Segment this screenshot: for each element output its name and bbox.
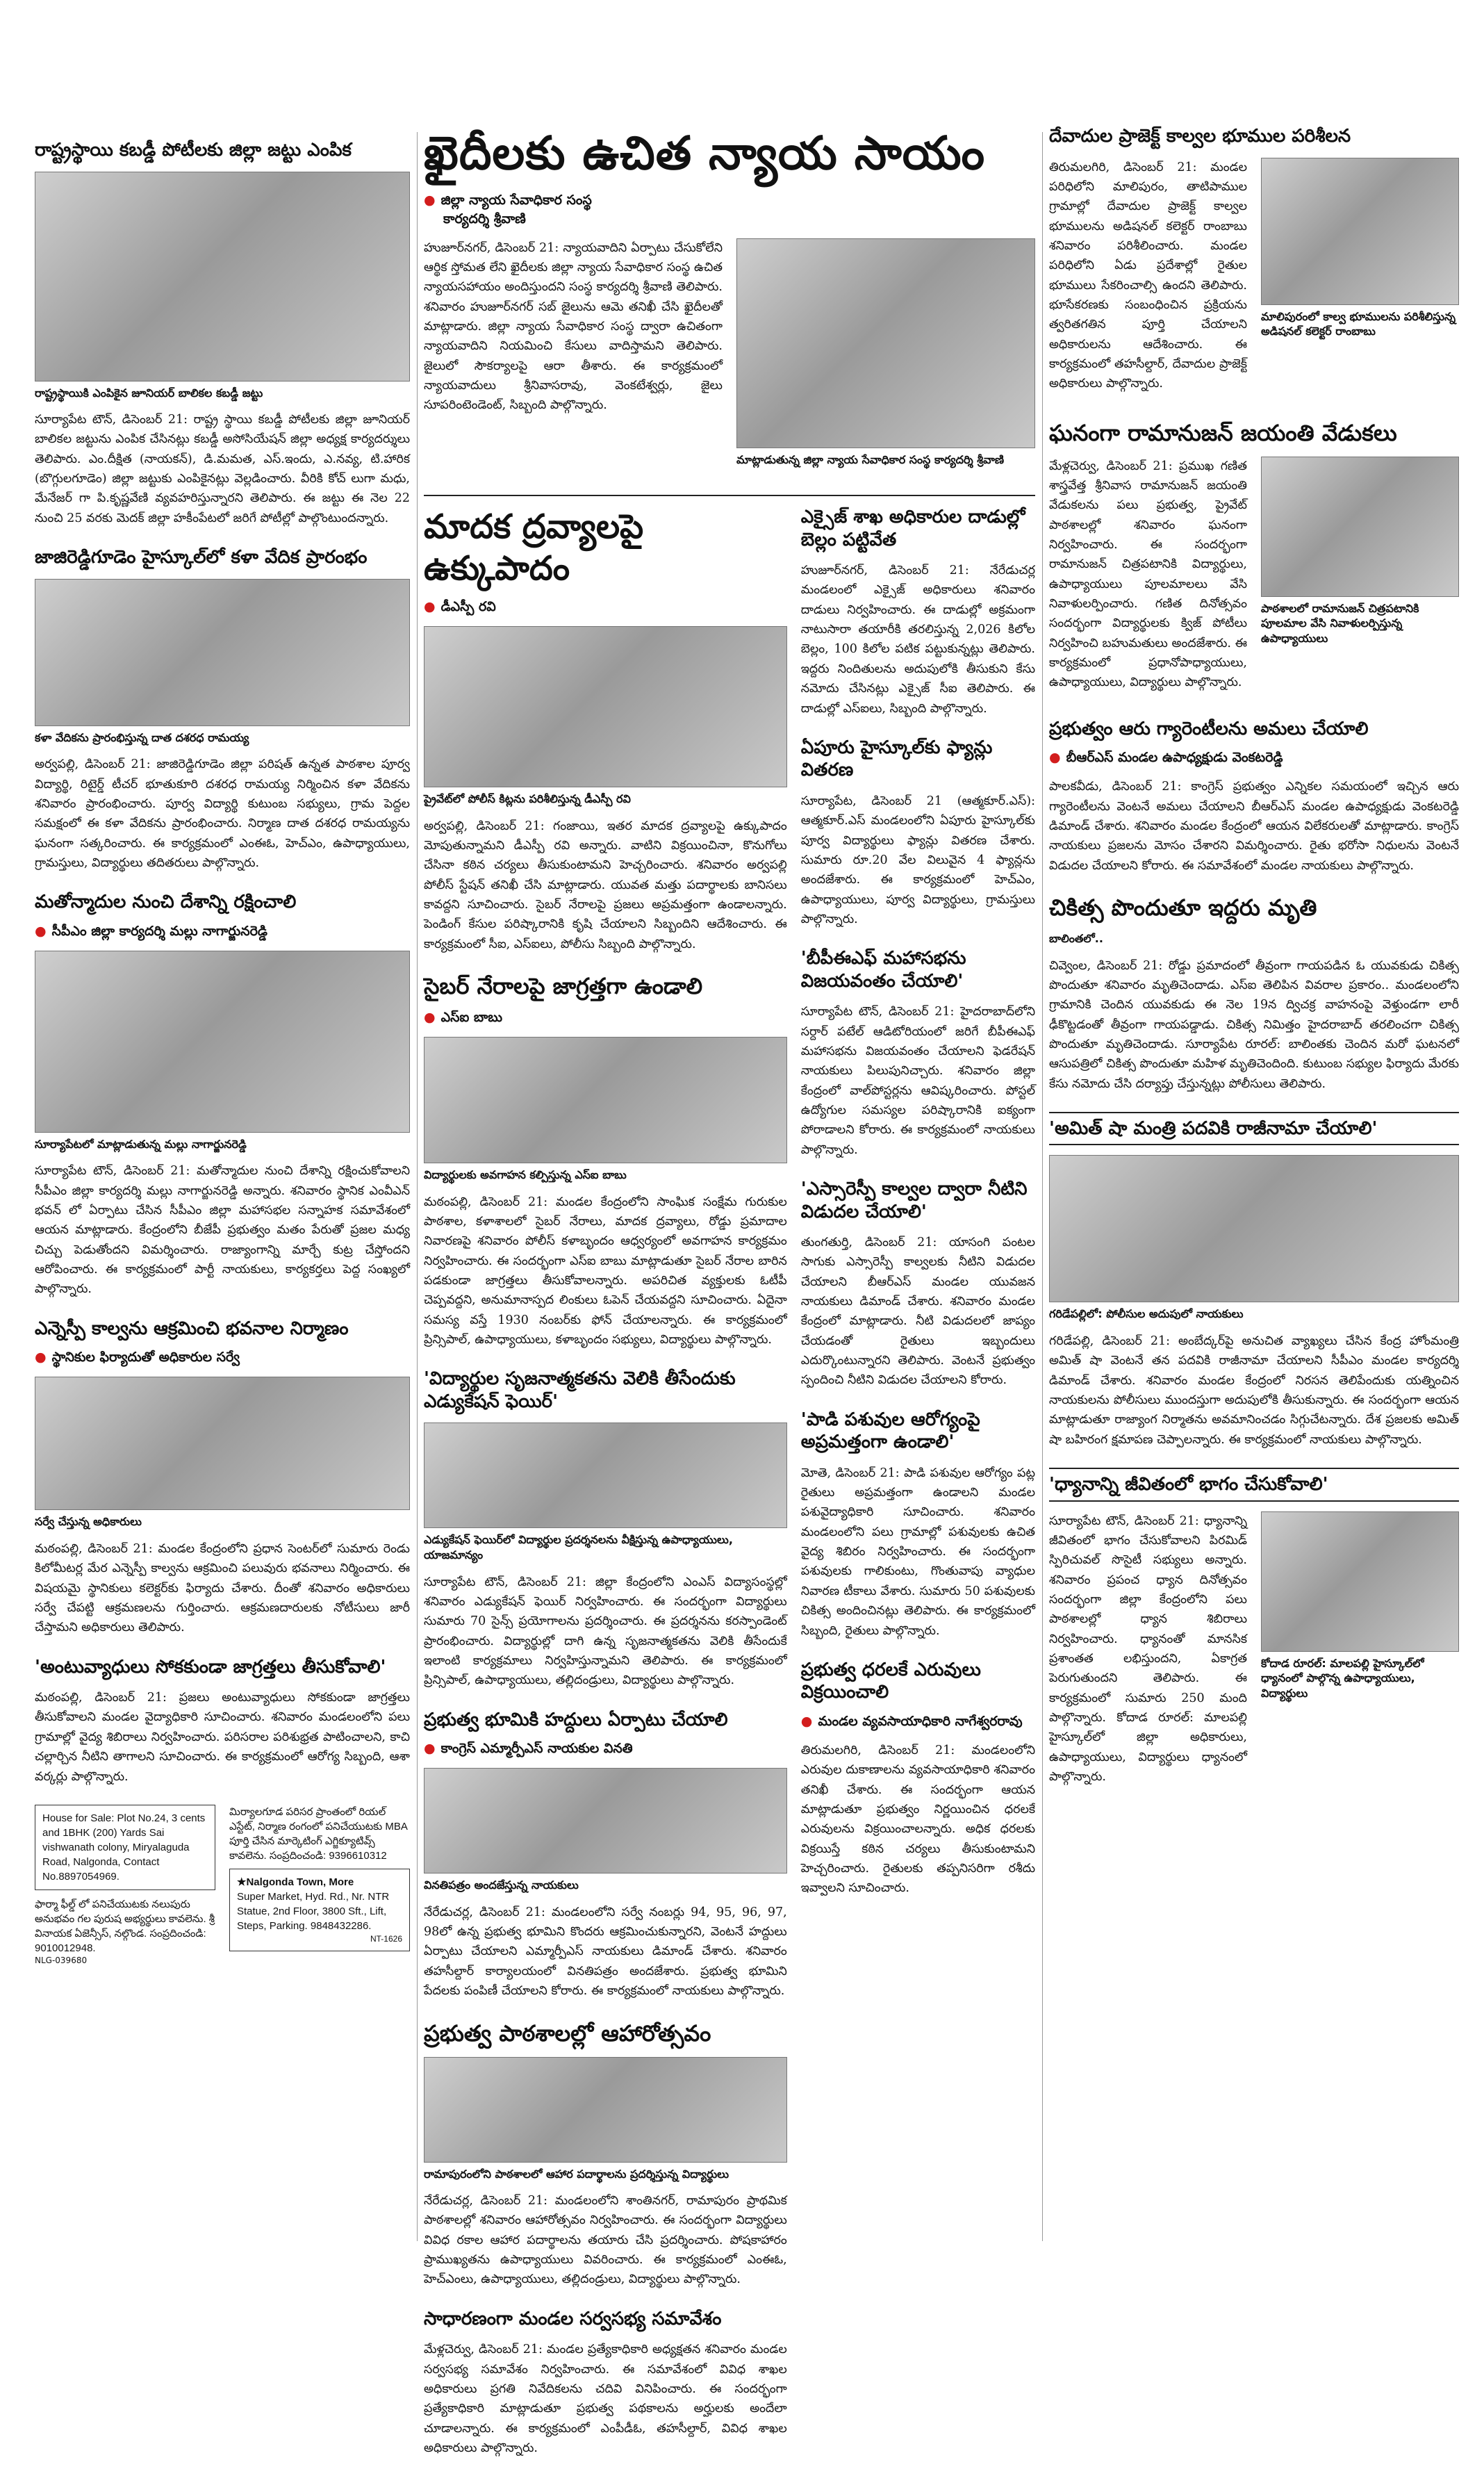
photo xyxy=(424,626,787,787)
ad-nalgonda xyxy=(229,1869,410,1951)
article-body: సూర్యాపేట టౌన్, డిసెంబర్ 21: రాష్ట్ర స్థాయి కబడ్డీ పోటీలకు జిల్లా జూనియర్ బాలికల జట్టును ఎంపిక చేసినట్లు కబడ్డీ అసోసియేషన్ జిల్లా అధ్యక్ష కార్యదర్శులు తెలిపారు. ఎం.దీక్షిత (నాయకన్), డి.మమత, ఎస్.ఇందు, ఎ.నవ్య, టి.హారిక (బొగ్గులగూడెం) జిల్లా జట్టుకు ఎంపికైనట్లు వెల్లడించారు. వీరికి కోచ్ లుగా మధు, మేనేజర్ గా పి.కృష్ణవేణి వ్యవహరిస్తున్నారని తెలిపారు. ఈ జట్టు ఈ నెల 22 నుంచి 25 వరకు మెదక్ జిల్లా హకీంపేటలో జరిగే పోటీల్లో పాల్గొంటుందన్నారు. xyxy=(35,413,410,525)
article-deaths xyxy=(1049,894,1459,1094)
headline: 'ధ్యానాన్ని జీవితంలో భాగం చేసుకోవాలి' xyxy=(1049,1468,1459,1502)
byline-text: స్థానికుల ఫిర్యాదుతో అధికారుల సర్వే xyxy=(51,1350,240,1366)
caption: బాలింతలో.. xyxy=(1049,931,1103,945)
bullet-icon: ● xyxy=(35,1350,47,1366)
caption: కోదాడ రూరల్: మాలపల్లి హైస్కూల్‌లో ధ్యానంలో పాల్గొన్న ఉపాధ్యాయులు, విద్యార్థులు xyxy=(1261,1656,1424,1700)
article-food-fest xyxy=(424,2019,787,2290)
byline xyxy=(35,924,410,942)
bullet-icon: ● xyxy=(424,1010,436,1026)
photo xyxy=(35,579,410,726)
bullet-icon: ● xyxy=(1049,750,1061,766)
caption: సర్వే చేస్తున్న అధికారులు xyxy=(35,1515,142,1529)
article-nsp-canal xyxy=(35,1318,410,1638)
headline: 'అమిత్ షా మంత్రి పదవికి రాజీనామా చేయాలి' xyxy=(1049,1112,1459,1146)
byline-text: కాంగ్రెస్ ఎమ్మార్పీఎస్ నాయకుల వినతి xyxy=(440,1741,633,1757)
caption: వినతిపత్రం అందజేస్తున్న నాయకులు xyxy=(424,1878,579,1892)
article-body: గరిడేపల్లి, డిసెంబర్ 21: అంబేద్కర్‌పై అనుచిత వ్యాఖ్యలు చేసిన కేంద్ర హోంమంత్రి అమిత్ షా వెంటనే తన పదవికి రాజీనామా చేయాలని సీపీఎం మండల కార్యదర్శి డిమాండ్ చేశారు. శనివారం మండల కేంద్రంలో నిరసన తెలిపేందుకు యత్నించిన నాయకులను పోలీసులు ముందస్తుగా అదుపులోకి తీసుకున్నారు. ఈ సందర్భంగా ఆయన మాట్లాడుతూ రాజ్యాంగ నిర్మాతను అవమానించడం సిగ్గుచేటన్నారు. దేశ ప్రజలకు అమిత్ షా బహిరంగ క్షమాపణ చెప్పాలన్నారు. ఈ కార్యక్రమంలో నాయకులు పాల్గొన్నారు. xyxy=(1049,1334,1459,1447)
headline: ప్రభుత్వ భూమికి హద్దులు ఏర్పాటు చేయాలి xyxy=(424,1709,728,1730)
article-fertilizer xyxy=(801,1659,1035,1899)
caption: కళా వేదికను ప్రారంభిస్తున్న దాత దశరధ రామయ్య xyxy=(35,730,249,744)
ad-code: NT-1626 xyxy=(370,1933,402,1944)
caption: మాలిపురంలో కాల్వ భూములను పరిశీలిస్తున్న అడిషనల్ కలెక్టర్ రాంబాబు xyxy=(1261,309,1456,338)
article-body: మేళ్లచెర్వు, డిసెంబర్ 21: మండల ప్రత్యేకాధికారి అధ్యక్షతన శనివారం మండల సర్వసభ్య సమావేశం నిర్వహించారు. ఈ సమావేశంలో వివిధ శాఖల అధికారులు ప్రగతి నివేదికలను చదివి వినిపించారు. ఈ సందర్భంగా ప్రత్యేకాధికారి మాట్లాడుతూ ప్రభుత్వ పథకాలను అర్హులకు అందేలా చూడాలన్నారు. ఈ కార్యక్రమంలో ఎంపీడీఓ, తహసీల్దార్, వివిధ శాఖల అధికారులు పాల్గొన్నారు. xyxy=(424,2343,787,2456)
article-body: మఠంపల్లి, డిసెంబర్ 21: మండల కేంద్రంలోని ప్రధాన సెంటర్‌లో సుమారు రెండు కిలోమీటర్ల మేర ఎన్నెస్పీ కాల్వను ఆక్రమించి పలువురు భవనాలు నిర్మించారు. ఈ విషయమై స్థానికులు కలెక్టర్‌కు ఫిర్యాదు చేశారు. దీంతో శనివారం అధికారులు సర్వే చేపట్టి ఆక్రమణలను గుర్తించారు. ఆక్రమణదారులకు నోటీసులు జారీ చేస్తామని అధికారులు తెలిపారు. xyxy=(35,1541,410,1635)
bullet-icon: ● xyxy=(424,192,436,208)
byline xyxy=(424,599,787,618)
article-body: పాలకవీడు, డిసెంబర్ 21: కాంగ్రెస్ ప్రభుత్వం ఎన్నికల సమయంలో ఇచ్చిన ఆరు గ్యారెంటీలను వెంటనే అమలు చేయాలని బీఆర్ఎస్ మండల ఉపాధ్యక్షుడు వెంకటరెడ్డి డిమాండ్ చేశారు. శనివారం మండల కేంద్రంలో ఆయన విలేకరులతో మాట్లాడారు. కాంగ్రెస్ నాయకులు ప్రజలను మోసం చేశారని విమర్శించారు. రైతు భరోసా నిధులను వెంటనే విడుదల చేయాలని కోరారు. ఈ సమావేశంలో మండల నాయకులు పాల్గొన్నారు. xyxy=(1049,780,1459,873)
article-body: సూర్యాపేట టౌన్, డిసెంబర్ 21: మతోన్మాదుల నుంచి దేశాన్ని రక్షించుకోవాలని సీపీఎం జిల్లా కార్యదర్శి మల్లు నాగార్జునరెడ్డి అన్నారు. శనివారం స్థానిక ఎంవీఎన్ భవన్ లో ఏర్పాటు చేసిన సీపీఎం జిల్లా మహాసభల సన్నాహక సమావేశంలో ఆయన మాట్లాడారు. కేంద్రంలోని బీజేపీ ప్రభుత్వం మతం పేరుతో ప్రజల మధ్య చిచ్చు పెడుతోందని విమర్శించారు. రాజ్యాంగాన్ని మార్చే కుట్ర చేస్తోందని ఆరోపించారు. ఈ కార్యక్రమంలో పార్టీ నాయకులు, కార్యకర్తలు పెద్ద సంఖ్యలో పాల్గొన్నారు. xyxy=(35,1164,410,1297)
article-devadula xyxy=(1049,125,1459,401)
article-body: నేరేడుచర్ల, డిసెంబర్ 21: మండలంలోని శాంతినగర్, రామాపురం ప్రాథమిక పాఠశాలల్లో శనివారం ఆహారోత్సవం నిర్వహించారు. ఈ సందర్భంగా విద్యార్థులు వివిధ రకాల ఆహార పదార్థాలను తయారు చేసి ప్రదర్శించారు. పోషకాహారం ప్రాముఖ్యతను ఉపాధ్యాయులు వివరించారు. ఈ కార్యక్రమంలో ఎంఈఓ, హెచ్ఎంలు, ఉపాధ్యాయులు, తల్లిదండ్రులు, విద్యార్థులు పాల్గొన్నారు. xyxy=(424,2194,787,2287)
headline: మతోన్మాదుల నుంచి దేశాన్ని రక్షించాలి xyxy=(35,892,297,913)
article-excise xyxy=(801,506,1035,719)
byline-text: ఎస్ఐ బాబు xyxy=(440,1010,503,1026)
photo xyxy=(424,2057,787,2163)
photo xyxy=(424,1037,787,1163)
byline xyxy=(424,1741,787,1760)
ad-recruit: మిర్యాలగూడ పరిసర ప్రాంతంలో రియల్ ఎస్టేట్, నిర్మాణ రంగంలో పనిచేయుటకు MBA పూర్తి చేసిన మార్కెటింగ్ ఎగ్జిక్యూటివ్స్ కావలెను. సంప్రదించండి: 9396610312 xyxy=(229,1805,408,1862)
bullet-icon: ● xyxy=(800,1713,813,1729)
right-column xyxy=(1049,125,1459,2248)
headline: రాష్ట్రస్థాయి కబడ్డీ పోటీలకు జిల్లా జట్టు ఎంపిక xyxy=(35,140,352,161)
byline xyxy=(424,192,1035,230)
headline: ఎక్సైజ్ శాఖ అధికారుల దాడుల్లో బెల్లం పట్టివేత xyxy=(800,507,1025,550)
ad-text: Super Market, Hyd. Rd., Nr. NTR Statue, 2nd Floor, 3800 Sft., Lift, Steps, Parking. 9848432286. xyxy=(237,1890,390,1932)
article-cattle xyxy=(801,1409,1035,1641)
headline: ఘనంగా రామానుజన్ జయంతి వేడుకలు xyxy=(1049,419,1397,446)
article-body: అర్వపల్లి, డిసెంబర్ 21: జాజిరెడ్డిగూడెం జిల్లా పరిషత్ ఉన్నత పాఠశాల పూర్వ విద్యార్థి, రిటైర్డ్ టీచర్ భూతుకూరి దశరధ రామయ్య నిర్మించిన కళా వేదికను శనివారం ప్రారంభించారు. పూర్వ విద్యార్థి కుటుంబ సభ్యులు, గ్రామ పెద్దల సమక్షంలో ఈ కళా వేదికను ప్రారంభించారు. నిర్మాణ దాత దశరధ రామయ్యను ఘనంగా సత్కరించారు. ఈ కార్యక్రమంలో ఎంఈఓ, హెచ్ఎం, ఉపాధ్యాయులు, గ్రామస్తులు, విద్యార్థులు తదితరులు పాల్గొన్నారు. xyxy=(35,757,410,870)
caption: సూర్యాపేటలో మాట్లాడుతున్న మల్లు నాగార్జునరెడ్డి xyxy=(35,1137,247,1151)
article-body: తిరుమలగిరి, డిసెంబర్ 21: మండలంలోని ఎరువుల దుకాణాలను వ్యవసాయాధికారి శనివారం తనిఖీ చేశారు. ఈ సందర్భంగా ఆయన మాట్లాడుతూ ప్రభుత్వం నిర్ణయించిన ధరలకే ఎరువులను విక్రయించాలన్నారు. అధిక ధరలకు విక్రయిస్తే కఠిన చర్యలు తీసుకుంటామని హెచ్చరించారు. రైతులకు తప్పనిసరిగా రశీదు ఇవ్వాలని సూచించారు. xyxy=(800,1743,1035,1896)
article-body: హుజూర్‌నగర్, డిసెంబర్ 21: నేరేడుచర్ల మండలంలో ఎక్సైజ్ అధికారులు శనివారం దాడులు నిర్వహించారు. ఈ దాడుల్లో అక్రమంగా నాటుసారా తయారీకి తరలిస్తున్న 2,026 కిలోల బెల్లం, 100 కిలోల పటిక పట్టుకున్నట్లు తెలిపారు. ఇద్దరు నిందితులను అదుపులోకి తీసుకుని కేసు నమోదు చేసినట్లు ఎక్సైజ్ సీఐ తెలిపారు. ఈ దాడుల్లో ఎస్ఐలు, సిబ్బంది పాల్గొన్నారు. xyxy=(800,564,1035,716)
byline-text: మండల వ్యవసాయాధికారి నాగేశ్వరరావు xyxy=(818,1713,1023,1729)
photo xyxy=(1261,1511,1459,1652)
byline-text: సీపీఎం జిల్లా కార్యదర్శి మల్లు నాగార్జునరెడ్డి xyxy=(51,923,267,939)
headline: 'అంటువ్యాధులు సోకకుండా జాగ్రత్తలు తీసుకోవాలి' xyxy=(35,1656,386,1678)
ad-house-sale: House for Sale: Plot No.24, 3 cents and 1BHK (200) Yards Sai vishwanath colony, Miryalaguda Road, Nalgonda, Contact No.8897054969. xyxy=(35,1805,215,1890)
article-srsp xyxy=(801,1178,1035,1391)
article-cyber xyxy=(424,972,787,1350)
article-body: మఠంపల్లి, డిసెంబర్ 21: ప్రజలు అంటువ్యాధులు సోకకుండా జాగ్రత్తలు తీసుకోవాలని మండల వైద్యాధికారి సూచించారు. శనివారం మండలంలోని పలు గ్రామాల్లో వైద్య శిబిరాలు నిర్వహించారు. పరిసరాల పరిశుభ్రత పాటించాలని, కాచి చల్లార్చిన నీటిని తాగాలని సూచించారు. ఈ కార్యక్రమంలో ఆరోగ్య సిబ్బంది, ఆశా వర్కర్లు పాల్గొన్నారు. xyxy=(35,1691,410,1784)
article-edu-fair xyxy=(424,1368,787,1690)
article-body: సూర్యాపేట టౌన్, డిసెంబర్ 21: హైదరాబాద్‌లోని సర్దార్ పటేల్ ఆడిటోరియంలో జరిగే బీపీఈఎఫ్ మహాసభను విజయవంతం చేయాలని ఫెడరేషన్ నాయకులు పిలుపునిచ్చారు. శనివారం జిల్లా కేంద్రంలో వాల్‌పోస్టర్లను ఆవిష్కరించారు. పోస్టల్ ఉద్యోగుల సమస్యల పరిష్కారానికి ఐక్యంగా పోరాడాలని కోరారు. ఈ కార్యక్రమంలో నాయకులు పాల్గొన్నారు. xyxy=(800,1005,1035,1157)
headline: ఏపూరు హైస్కూల్‌కు ఫ్యాన్లు వితరణ xyxy=(800,737,993,781)
column-divider xyxy=(1042,132,1043,2241)
article-body: మోతె, డిసెంబర్ 21: పాడి పశువుల ఆరోగ్యం పట్ల రైతులు అప్రమత్తంగా ఉండాలని మండల పశువైద్యాధికారి సూచించారు. శనివారం మండలంలోని పలు గ్రామాల్లో పశువులకు ఉచిత వైద్య శిబిరం నిర్వహించారు. ఈ సందర్భంగా పశువులకు గాలికుంటు, గొంతువాపు వ్యాధుల నివారణ టీకాలు వేశారు. సుమారు 50 పశువులకు చికిత్స అందించినట్లు తెలిపారు. ఈ కార్యక్రమంలో సిబ్బంది, రైతులు పాల్గొన్నారు. xyxy=(800,1466,1035,1638)
byline xyxy=(424,1010,787,1028)
article-ramanujan xyxy=(1049,419,1459,700)
column-divider xyxy=(417,132,418,2241)
section-rule xyxy=(424,495,1035,496)
caption: పాఠశాలలో రామానుజన్ చిత్రపటానికి పూలమాల వేసి నివాళులర్పిస్తున్న ఉపాధ్యాయులు xyxy=(1261,601,1419,645)
photo xyxy=(736,238,1035,448)
headline: 'పాడి పశువుల ఆరోగ్యంపై అప్రమత్తంగా ఉండాలి' xyxy=(800,1409,980,1453)
article-body: మేళ్లచెర్వు, డిసెంబర్ 21: ప్రముఖ గణిత శాస్త్రవేత్త శ్రీనివాస రామానుజన్ జయంతి వేడుకలను పలు ప్రభుత్వ, ప్రైవేట్ పాఠశాలల్లో శనివారం ఘనంగా నిర్వహించారు. ఈ సందర్భంగా రామానుజన్ చిత్రపటానికి విద్యార్థులు, ఉపాధ్యాయులు పూలమాలలు వేసి నివాళులర్పించారు. గణిత దినోత్సవం సందర్భంగా విద్యార్థులకు క్విజ్ పోటీలు నిర్వహించి బహుమతులు అందజేశారు. ఈ కార్యక్రమంలో ప్రధానోపాధ్యాయులు, ఉపాధ్యాయులు, విద్యార్థులు పాల్గొన్నారు. xyxy=(1049,459,1247,690)
caption: రాష్ట్రస్థాయికి ఎంపికైన జూనియర్ బాలికల కబడ్డీ జట్టు xyxy=(35,386,263,400)
classified-ads xyxy=(35,1805,410,1956)
caption: విద్యార్థులకు అవగాహన కల్పిస్తున్న ఎస్ఐ బాబు xyxy=(424,1168,627,1182)
article-body: సూర్యాపేట టౌన్, డిసెంబర్ 21: ధ్యానాన్ని జీవితంలో భాగం చేసుకోవాలని పిరమిడ్ స్పిరిచువల్ సొసైటీ సభ్యులు అన్నారు. శనివారం ప్రపంచ ధ్యాన దినోత్సవం సందర్భంగా జిల్లా కేంద్రంలోని పలు పాఠశాలల్లో ధ్యాన శిబిరాలు నిర్వహించారు. ధ్యానంతో మానసిక ప్రశాంతత లభిస్తుందని, ఏకాగ్రత పెరుగుతుందని తెలిపారు. ఈ కార్యక్రమంలో సుమారు 250 మంది పాల్గొన్నారు. కోదాడ రూరల్: మాలపల్లి హైస్కూల్‌లో జిల్లా అధికారులు, ఉపాధ్యాయులు, విద్యార్థులు ధ్యానంలో పాల్గొన్నారు. xyxy=(1049,1514,1247,1785)
caption: గరిడేపల్లిలో: పోలీసుల అదుపులో నాయకులు xyxy=(1049,1307,1244,1321)
photo xyxy=(1049,1155,1459,1302)
headline: దేవాదుల ప్రాజెక్ట్ కాల్వల భూముల పరిశీలన xyxy=(1049,126,1351,147)
headline: సాధారణంగా మండల సర్వసభ్య సమావేశం xyxy=(424,2308,722,2329)
caption: రామాపురంలోని పాఠశాలలో ఆహార పదార్థాలను ప్రదర్శిస్తున్న విద్యార్థులు xyxy=(424,2167,729,2181)
headline: 'బీపీఈఎఫ్ మహాసభను విజయవంతం చేయాలి' xyxy=(800,948,966,992)
article-body: హుజూర్‌నగర్, డిసెంబర్ 21: న్యాయవాదిని ఏర్పాటు చేసుకోలేని ఆర్థిక స్తోమత లేని ఖైదీలకు జిల్లా న్యాయ సేవాధికార సంస్థ ఉచిత న్యాయసహాయం అందిస్తుందని సంస్థ కార్యదర్శి శ్రీవాణి తెలిపారు. శనివారం హుజూర్‌నగర్ సబ్ జైలును ఆమె తనిఖీ చేసి ఖైదీలతో మాట్లాడారు. జిల్లా న్యాయ సేవాధికార సంస్థ ద్వారా ఉచితంగా న్యాయవాదిని నియమించి కేసులు వాదిస్తామని తెలిపారు. జైలులో సౌకర్యాలపై ఆరా తీశారు. ఈ కార్యక్రమంలో న్యాయవాదులు శ్రీనివాసరావు, వెంకటేశ్వర్లు, జైలు సూపరింటెండెంట్, సిబ్బంది పాల్గొన్నారు. xyxy=(424,240,723,413)
ad-title: ★Nalgonda Town, More xyxy=(237,1876,354,1888)
photo xyxy=(424,1768,787,1874)
photo xyxy=(35,172,410,382)
byline xyxy=(1049,750,1459,769)
article-body: తిరుమలగిరి, డిసెంబర్ 21: మండల పరిధిలోని మాలిపురం, తాటిపాముల గ్రామాల్లో దేవాదుల ప్రాజెక్ట్ కాల్వల భూములను అడిషనల్ కలెక్టర్ రాంబాబు శనివారం పరిశీలించారు. మండల పరిధిలోని ఏడు ప్రదేశాల్లో రైతుల భూములు సేకరించాల్సి ఉందని తెలిపారు. భూసేకరణకు సంబంధించిన ప్రక్రియను త్వరితగతిన పూర్తి చేయాలని అధికారులను ఆదేశించారు. ఈ కార్యక్రమంలో తహసీల్దార్, దేవాదుల ప్రాజెక్ట్ అధికారులు పాల్గొన్నారు. xyxy=(1049,160,1247,391)
byline-text: డీఎస్పీ రవి xyxy=(440,599,496,615)
photo xyxy=(1261,457,1459,597)
ad-ref-code: NLG-039680 xyxy=(35,1955,88,1965)
caption: ప్రైవేట్‌లో పోలీస్ కిట్లను పరిశీలిస్తున్న డీఎస్పీ రవి xyxy=(424,792,631,806)
article-fans xyxy=(801,737,1035,929)
headline: చికిత్స పొందుతూ ఇద్దరు మృతి xyxy=(1049,894,1317,921)
article-body: అర్వపల్లి, డిసెంబర్ 21: గంజాయి, ఇతర మాదక ద్రవ్యాలపై ఉక్కుపాదం మోపుతున్నామని డీఎస్పీ రవి అన్నారు. వాటిని విక్రయించినా, కొనుగోలు చేసినా కఠిన చర్యలు తీసుకుంటామని హెచ్చరించారు. శనివారం అర్వపల్లి పోలీస్ స్టేషన్ తనిఖీ చేసి మాట్లాడారు. యువత మత్తు పదార్థాలకు బానిసలు కావద్దని సూచించారు. సైబర్ నేరాలపై ప్రజలు అప్రమత్తంగా ఉండాలన్నారు. పెండింగ్ కేసుల పరిష్కారానికి కృషి చేయాలని సిబ్బందిని ఆదేశించారు. ఈ కార్యక్రమంలో సీఐ, ఎస్ఐలు, పోలీసు సిబ్బంది పాల్గొన్నారు. xyxy=(424,819,787,951)
bullet-icon: ● xyxy=(424,1741,436,1757)
headline: మాదక ద్రవ్యాలపై ఉక్కుపాదం xyxy=(424,507,644,589)
article-mandal-meeting xyxy=(424,2308,787,2459)
article-health xyxy=(35,1656,410,1787)
left-column xyxy=(35,125,410,2248)
byline-text: బీఆర్ఎస్ మండల ఉపాధ్యక్షుడు వెంకటరెడ్డి xyxy=(1066,750,1283,766)
headline: ఎన్నెస్పీ కాల్వను ఆక్రమించి భవనాల నిర్మాణం xyxy=(35,1318,349,1339)
photo xyxy=(35,1377,410,1510)
byline xyxy=(801,1714,1035,1732)
article-guarantees xyxy=(1049,718,1459,876)
article-kala-vedika xyxy=(35,546,410,873)
headline: 'ఎస్సారెస్పీ కాల్వల ద్వారా నీటిని విడుదల చేయాలి' xyxy=(800,1179,1028,1222)
headline: ప్రభుత్వ పాఠశాలల్లో ఆహారోత్సవం xyxy=(424,2019,711,2047)
byline-text: జిల్లా న్యాయ సేవాధికార సంస్థ xyxy=(440,192,592,208)
article-kabaddi xyxy=(35,139,410,528)
headline: ప్రభుత్వ ధరలకే ఎరువులు విక్రయించాలి xyxy=(800,1659,981,1703)
article-body: మఠంపల్లి, డిసెంబర్ 21: మండల కేంద్రంలోని సాంఘిక సంక్షేమ గురుకుల పాఠశాల, కళాశాలలో సైబర్ నేరాలు, మాదక ద్రవ్యాలు, రోడ్డు ప్రమాదాల నివారణపై శనివారం పోలీస్ కళాబృందం ఆధ్వర్యంలో అవగాహన కార్యక్రమం నిర్వహించారు. ఈ సందర్భంగా ఎస్ఐ బాబు మాట్లాడుతూ సైబర్ నేరాల బారిన పడకుండా జాగ్రత్తలు తీసుకోవాలన్నారు. అపరిచిత వ్యక్తులకు ఓటీపీ చెప్పవద్దని, అనుమానాస్పద లింకులు ఓపెన్ చేయవద్దని సూచించారు. ఏదైనా సమస్య వస్తే 1930 నంబర్‌కు ఫోన్ చేయాలన్నారు. ఈ కార్యక్రమంలో ప్రిన్సిపాల్, ఉపాధ్యాయులు, కళాబృందం సభ్యులు, విద్యార్థులు పాల్గొన్నారు. xyxy=(424,1195,787,1347)
byline-text: కార్యదర్శి శ్రీవాణి xyxy=(443,211,526,227)
photo xyxy=(424,1423,787,1528)
bullet-icon: ● xyxy=(424,599,436,615)
headline: 'విద్యార్థుల సృజనాత్మకతను వెలికి తీసేందుకు ఎడ్యుకేషన్ ఫెయిర్' xyxy=(424,1368,736,1412)
article-bpef xyxy=(801,947,1035,1160)
article-drugs xyxy=(424,506,787,954)
photo xyxy=(1261,158,1459,305)
article-body: నేరేడుచర్ల, డిసెంబర్ 21: మండలంలోని సర్వే నంబర్లు 94, 95, 96, 97, 98లో ఉన్న ప్రభుత్వ భూమిని కొందరు ఆక్రమించుకున్నారని, వెంటనే హద్దులు ఏర్పాటు చేయాలని ఎమ్మార్పీఎస్ నాయకులు డిమాండ్ చేశారు. శనివారం తహసీల్దార్ కార్యాలయంలో వినతిపత్రం అందజేశారు. ప్రభుత్వ భూమిని పేదలకు పంపిణీ చేయాలని కోరారు. ఈ కార్యక్రమంలో నాయకులు పాల్గొన్నారు. xyxy=(424,1905,787,1999)
article-body: తుంగతుర్తి, డిసెంబర్ 21: యాసంగి పంటల సాగుకు ఎస్సారెస్పీ కాల్వలకు నీటిని విడుదల చేయాలని బీఆర్ఎస్ మండల యువజన నాయకులు డిమాండ్ చేశారు. శనివారం మండల కేంద్రంలో మాట్లాడారు. నీటి విడుదలలో జాప్యం చేయడంతో రైతులు ఇబ్బందులు ఎదుర్కొంటున్నారని తెలిపారు. వెంటనే ప్రభుత్వం స్పందించి నీటిని విడుదల చేయాలని కోరారు. xyxy=(800,1236,1035,1388)
headline: జాజిరెడ్డిగూడెం హైస్కూల్‌లో కళా వేదిక ప్రారంభం xyxy=(35,547,368,568)
middle-column xyxy=(424,125,1035,2456)
lead-headline: ఖైదీలకు ఉచిత న్యాయ సాయం xyxy=(424,126,986,180)
article-body: సూర్యాపేట టౌన్, డిసెంబర్ 21: జిల్లా కేంద్రంలోని ఎంఎస్ విద్యాసంస్థల్లో శనివారం ఎడ్యుకేషన్ ఫెయిర్ నిర్వహించారు. ఈ సందర్భంగా విద్యార్థులు సుమారు 70 సైన్స్ ప్రయోగాలను ప్రదర్శించారు. ఈ ప్రదర్శనను కరస్పాండెంట్ ప్రారంభించారు. విద్యార్థుల్లో దాగి ఉన్న సృజనాత్మకతను వెలికి తీసేందుకే ఇలాంటి కార్యక్రమాలు నిర్వహిస్తున్నామని తెలిపారు. ఈ కార్యక్రమంలో ప్రిన్సిపాల్, ఉపాధ్యాయులు, తల్లిదండ్రులు, విద్యార్థులు పాల్గొన్నారు. xyxy=(424,1575,787,1688)
article-cpm xyxy=(35,891,410,1300)
article-lead xyxy=(424,125,1035,477)
caption: ఎడ్యుకేషన్ ఫెయిర్‌లో విద్యార్థుల ప్రదర్శనలను వీక్షిస్తున్న ఉపాధ్యాయులు, యాజమాన్యం xyxy=(424,1533,733,1562)
article-govt-land xyxy=(424,1709,787,2001)
bullet-icon: ● xyxy=(35,923,47,939)
photo xyxy=(35,951,410,1133)
article-body: సూర్యాపేట, డిసెంబర్ 21 (ఆత్మకూర్.ఎస్): ఆత్మకూర్.ఎస్ మండలంలోని ఏపూరు హైస్కూల్‌కు పూర్వ విద్యార్థులు ఫ్యాన్లు వితరణ చేశారు. సుమారు రూ.20 వేల విలువైన 4 ఫ్యాన్లను అందజేశారు. ఈ కార్యక్రమంలో హెచ్ఎం, ఉపాధ్యాయులు, పూర్వ విద్యార్థులు, గ్రామస్తులు పాల్గొన్నారు. xyxy=(800,794,1035,926)
article-body: చివ్వెంల, డిసెంబర్ 21: రోడ్డు ప్రమాదంలో తీవ్రంగా గాయపడిన ఓ యువకుడు చికిత్స పొందుతూ శనివారం మృతిచెందాడు. ఎస్ఐ తెలిపిన వివరాల ప్రకారం.. మండలంలోని గ్రామానికి చెందిన యువకుడు ఈ నెల 19న ద్విచక్ర వాహనంపై వెళ్తుండగా లారీ ఢీకొట్టడంతో తీవ్రంగా గాయపడ్డాడు. చికిత్స నిమిత్తం హైదరాబాద్ తరలించగా చికిత్స పొందుతూ మృతిచెందాడు. సూర్యాపేట రూరల్: బాలింతకు చెందిన మరో ఘటనలో ఆసుపత్రిలో చికిత్స పొందుతూ మహిళ మృతిచెందింది. కుటుంబ సభ్యుల ఫిర్యాదు మేరకు కేసు నమోదు చేసి దర్యాప్తు చేస్తున్నట్లు పోలీసులు తెలిపారు. xyxy=(1049,958,1459,1091)
ad-pharma: ఫార్మా ఫీల్డ్ లో పనిచేయుటకు నలుపురు అనుభవం గల పురుష అభ్యర్థులు కావలెను. శ్రీ వినాయక ఏజెన్సీస్, నల్గొండ. సంప్రదించండి: 9010012948. xyxy=(35,1898,215,1954)
headline: ప్రభుత్వం ఆరు గ్యారెంటీలను అమలు చేయాలి xyxy=(1049,718,1369,739)
article-meditation xyxy=(1049,1468,1459,1794)
article-amit-shah xyxy=(1049,1112,1459,1450)
byline xyxy=(35,1350,410,1368)
caption: మాట్లాడుతున్న జిల్లా న్యాయ సేవాధికార సంస్థ కార్యదర్శి శ్రీవాణి xyxy=(736,452,1005,466)
headline: సైబర్ నేరాలపై జాగ్రత్తగా ఉండాలి xyxy=(424,973,703,1000)
